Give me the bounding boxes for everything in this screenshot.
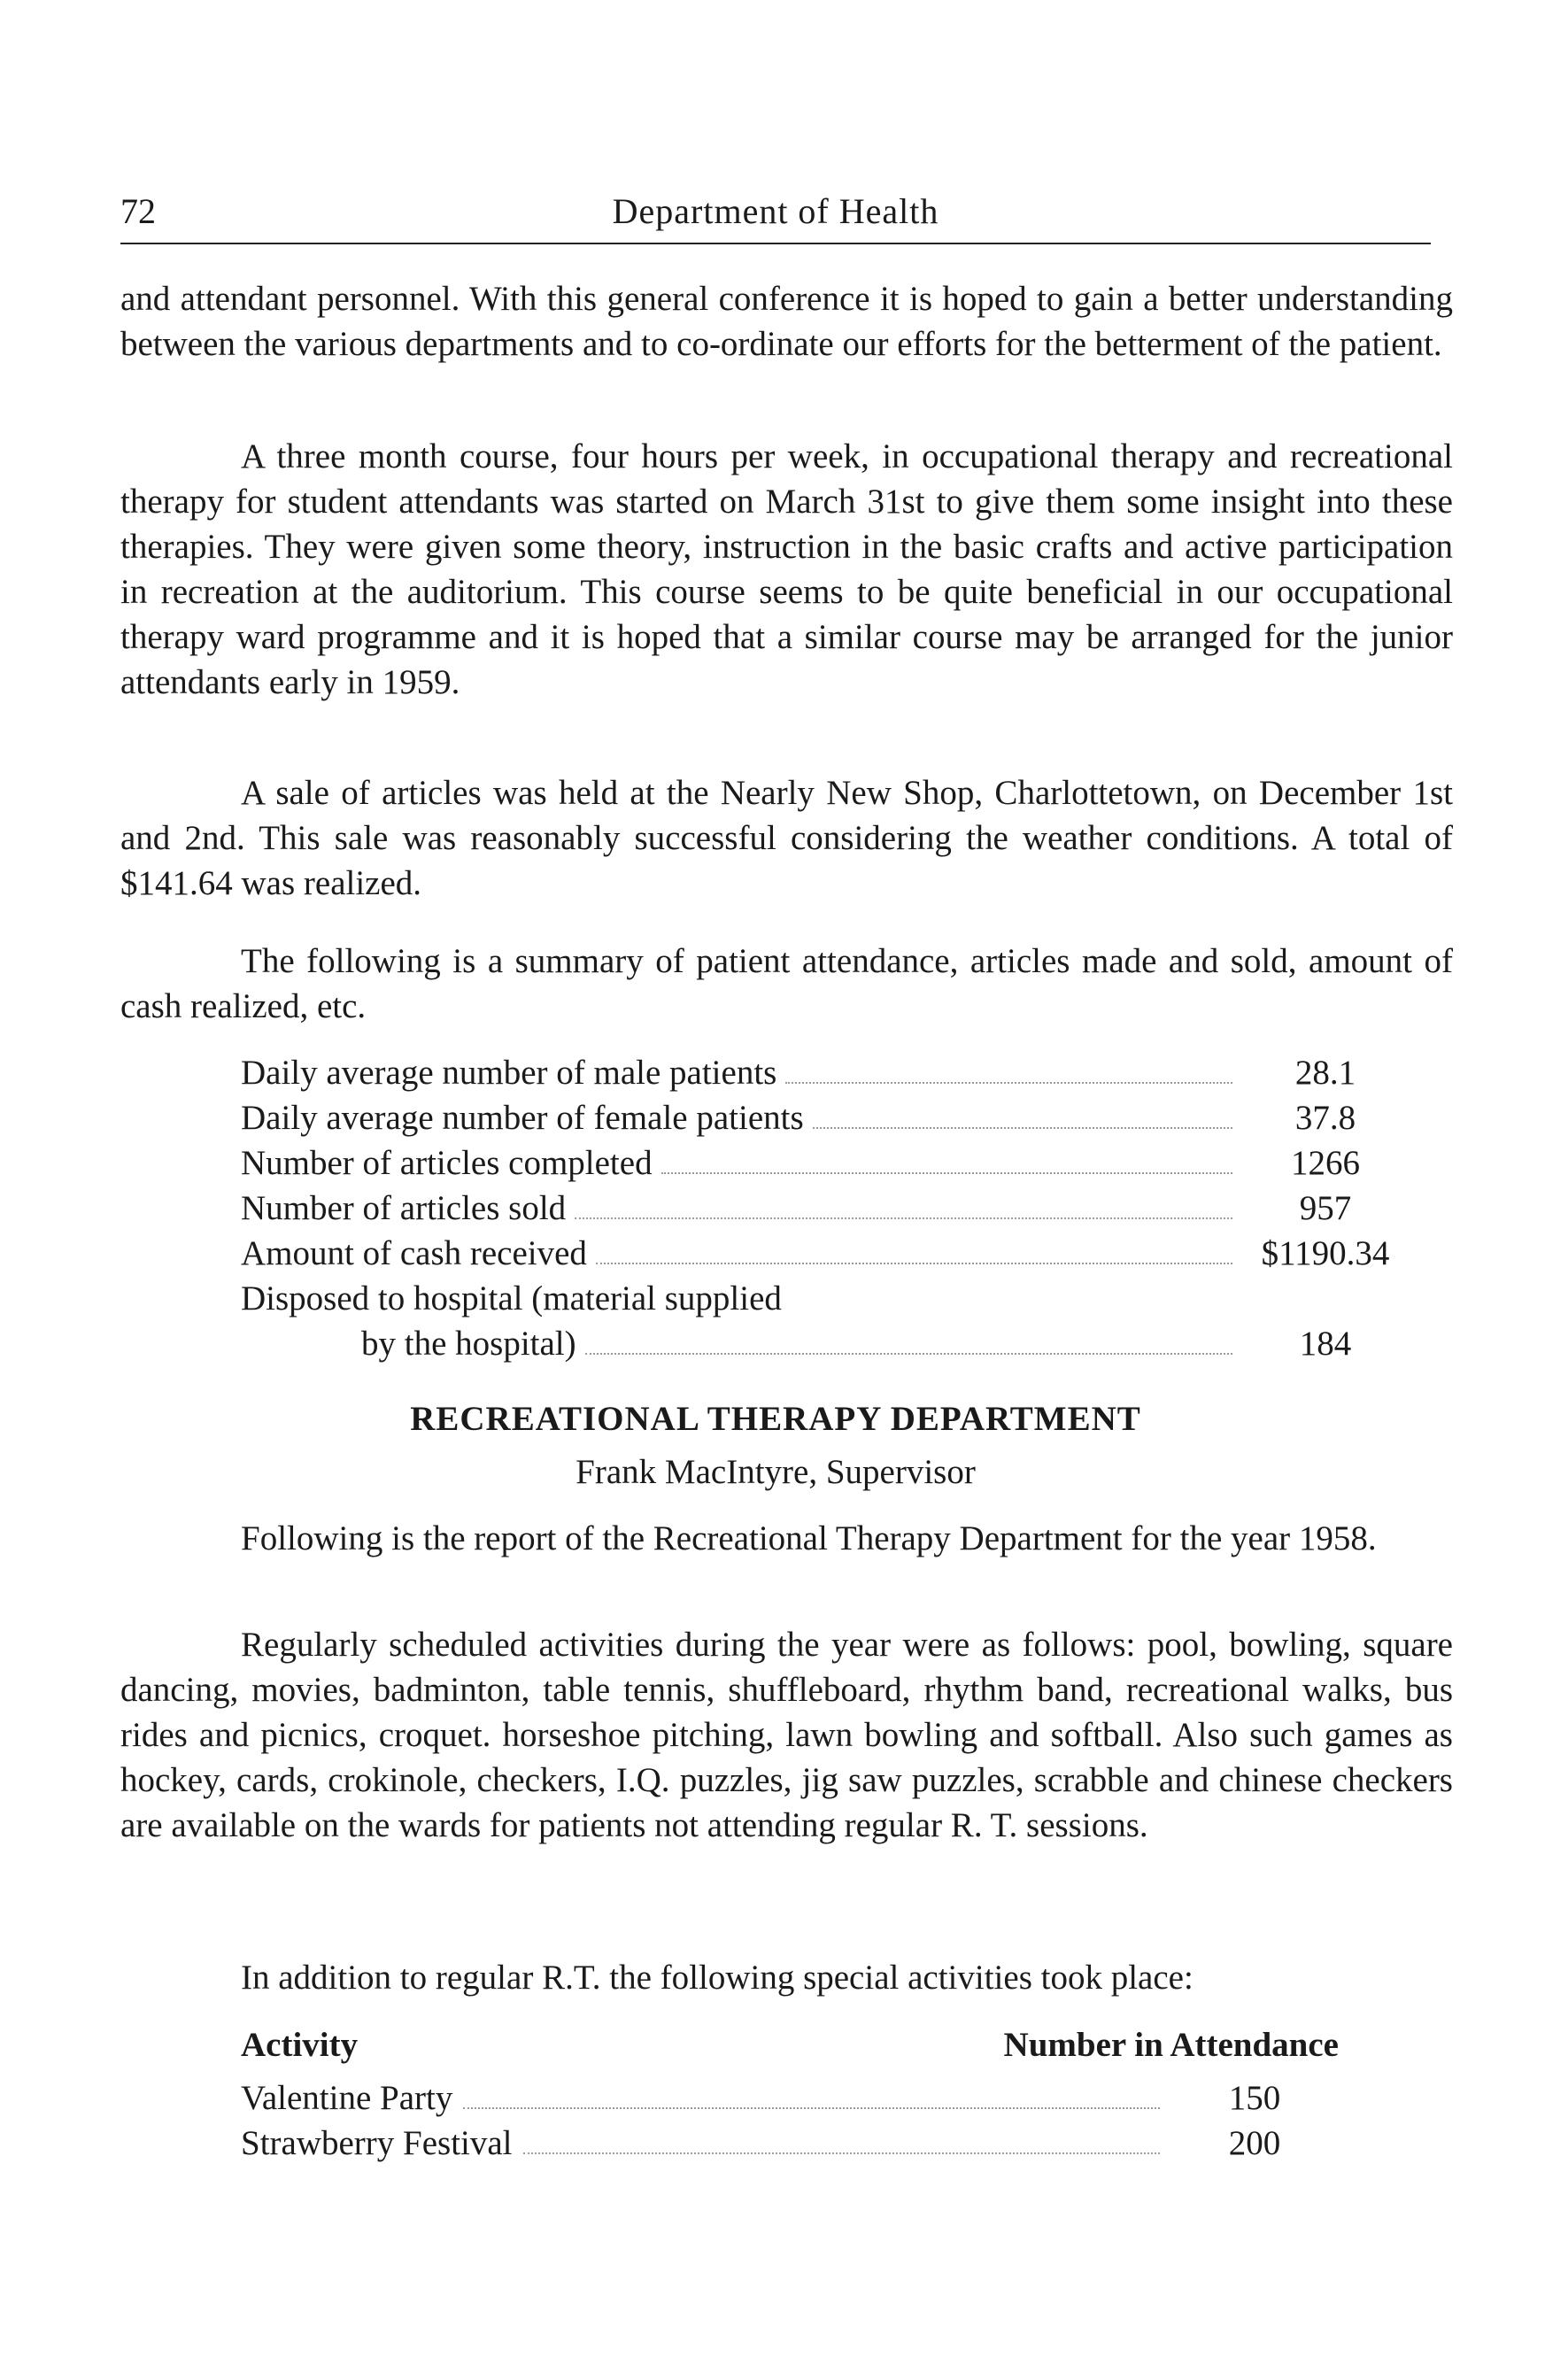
activity-row: [241, 2075, 1339, 2121]
summary-label: Disposed to hospital (material supplied: [241, 1279, 782, 1318]
summary-row: [241, 1231, 1410, 1276]
summary-value: 28.1: [1294, 1054, 1356, 1092]
paragraph-3: A sale of articles was held at the Nearly New Shop, Charlottetown, on December 1st and 2nd. This sale was reasonably successful considering the weather conditions. A total of $141.64 was realized.: [120, 774, 1453, 902]
section-title: RECREATIONAL THERAPY DEPARTMENT: [410, 1400, 1141, 1438]
header-rule: [120, 243, 1431, 244]
activity-header: [241, 2022, 1339, 2075]
leader-dots: [523, 2152, 1160, 2154]
section-subtitle: Frank MacIntyre, Supervisor: [576, 1453, 976, 1491]
leader-dots: [575, 1217, 1232, 1219]
summary-value: 957: [1299, 1189, 1352, 1227]
leader-dots: [463, 2107, 1160, 2109]
summary-label: Number of articles completed: [241, 1144, 653, 1182]
paragraph-6: Regularly scheduled activities during the year were as follows: pool, bowling, square dancing, movies, badminton, table tennis, shuffleboard, rhythm band, recreational walks, bus rides and picnics, croquet. horseshoe pitching, lawn bowling and softball. Also such games as hockey, cards, crokinole, checkers, I.Q. puzzles, jig saw puzzles, scrabble and chinese checkers are available on the wards for patients not attending regular R. T. sessions.: [120, 1626, 1453, 1844]
activity-name: Valentine Party: [241, 2079, 453, 2117]
activity-table: [241, 2022, 1339, 2166]
activity-row: [241, 2121, 1339, 2166]
summary-label: by the hospital): [361, 1325, 576, 1363]
paragraph-2: A three month course, four hours per week, in occupational therapy and recreational therapy for student attendants was started on March 31st to give them some insight into these therapies. They were given some theory, instruction in the basic crafts and active participation in recreation at the auditorium. This course seems to be quite beneficial in our occupational therapy ward programme and it is hoped that a similar course may be arranged for the junior attendants early in 1959.: [120, 437, 1453, 701]
leader-dots: [813, 1127, 1232, 1129]
attendance-header-label: Number in Attendance: [1003, 2026, 1339, 2064]
summary-value: 37.8: [1294, 1099, 1356, 1137]
summary-row: [241, 1140, 1410, 1186]
summary-value: 1266: [1291, 1144, 1360, 1182]
summary-row: [241, 1050, 1410, 1095]
activity-name: Strawberry Festival: [241, 2124, 513, 2162]
leader-dots: [596, 1263, 1232, 1264]
activity-attendance: 150: [1228, 2079, 1281, 2117]
leader-dots: [585, 1353, 1232, 1355]
summary-row: [241, 1276, 1410, 1321]
activity-attendance: 200: [1228, 2124, 1281, 2162]
paragraph-1: and attendant personnel. With this general conference it is hoped to gain a better understanding between the various departments and to co-ordinate our efforts for the betterment of the patient.: [120, 280, 1453, 363]
activity-header-label: Activity: [241, 2026, 359, 2064]
leader-dots: [661, 1172, 1232, 1174]
summary-label: Number of articles sold: [241, 1189, 567, 1227]
summary-label: Daily average number of female patients: [241, 1099, 804, 1137]
leader-dots: [785, 1082, 1232, 1084]
paragraph-5: Following is the report of the Recreational Therapy Department for the year 1958.: [241, 1519, 1377, 1557]
summary-row: [241, 1095, 1410, 1140]
running-head: Department of Health: [612, 191, 939, 231]
summary-table: [241, 1050, 1410, 1366]
page-number: 72: [120, 191, 156, 231]
summary-label: Amount of cash received: [241, 1234, 587, 1272]
paragraph-4: The following is a summary of patient attendance, articles made and sold, amount of cash realized, etc.: [120, 942, 1453, 1025]
page-header: [120, 189, 1431, 234]
summary-value: 184: [1299, 1325, 1352, 1363]
summary-value: $1190.34: [1261, 1234, 1390, 1272]
summary-label: Daily average number of male patients: [241, 1054, 777, 1092]
summary-row: [241, 1186, 1410, 1231]
paragraph-7: In addition to regular R.T. the following special activities took place:: [241, 1959, 1194, 1997]
summary-row: [241, 1321, 1410, 1366]
